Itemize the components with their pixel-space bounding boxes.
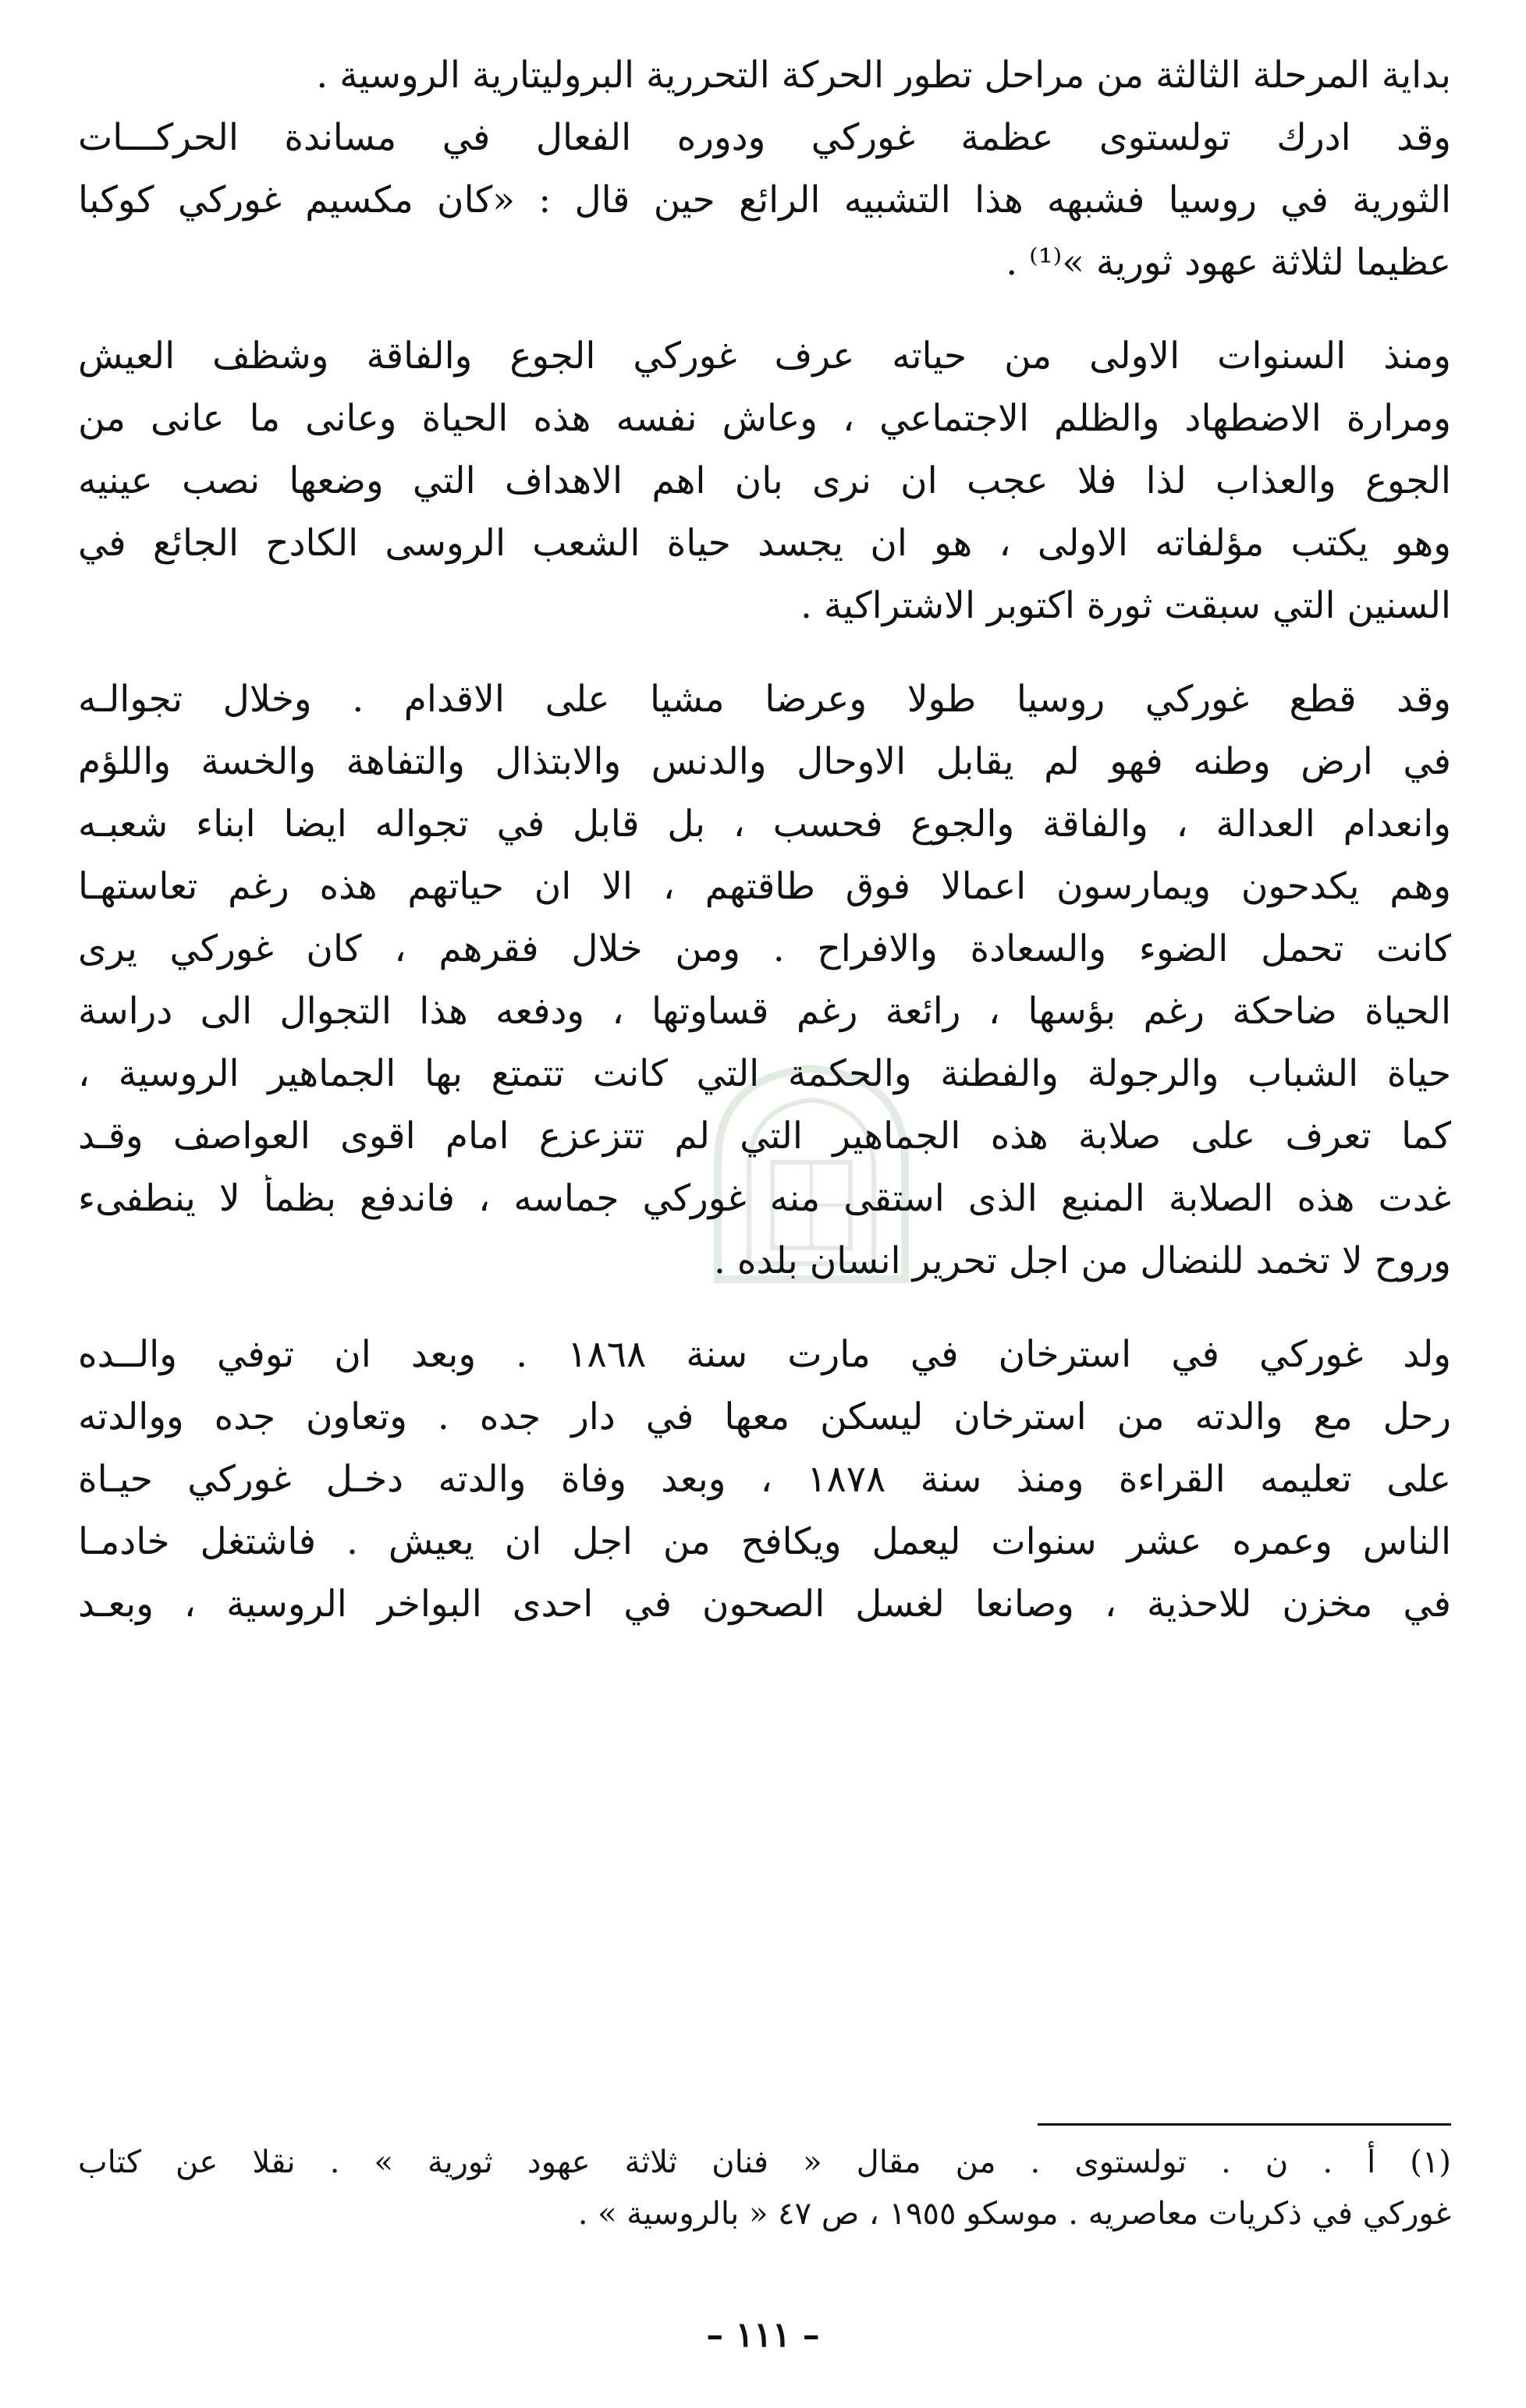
text-line: وانعدام العدالة ، والفاقة والجوع فحسب ، بل قابل في تجواله ايضا ابناء شعبـه	[78, 803, 1451, 846]
text-line: الحياة ضاحكة رغم بؤسها ، رائعة رغم قساوتها ، ودفعه هذا التجوال الى دراسة	[78, 990, 1451, 1033]
text-line: وهو يكتب مؤلفاته الاولى ، هو ان يجسد حياة الشعب الروسى الكادح الجائع في	[78, 522, 1451, 565]
footnote-line: (١) أ . ن . تولستوى . من مقال « فنان ثلاثة عهود ثورية » . نقلا عن كتاب	[78, 2144, 1451, 2180]
text-line: على تعليمه القراءة ومنذ سنة ١٨٧٨ ، وبعد وفاة والدته دخـل غوركي حيـاة	[78, 1458, 1451, 1501]
footnote	[78, 2140, 1451, 2243]
text-line: الجوع والعذاب لذا فلا عجب ان نرى بان اهم الاهداف التي وضعها نصب عينيه	[78, 459, 1451, 502]
text-line: ومنذ السنوات الاولى من حياته عرف غوركي الجوع والفاقة وشظف العيش	[78, 335, 1451, 378]
text-line: وروح لا تخمد للنضال من اجل تحرير انسان بلده .	[713, 1239, 1451, 1282]
text-line: ومرارة الاضطهاد والظلم الاجتماعي ، وعاش نفسه هذه الحياة وعانى ما عانى من	[78, 397, 1451, 440]
paragraph	[78, 1331, 1451, 1643]
footnote-line: غوركي في ذكريات معاصريه . موسكو ١٩٥٥ ، ص ٤٧ « بالروسية » .	[577, 2196, 1451, 2232]
text-line: حياة الشباب والرجولة والفطنة والحكمة التي كانت تتمتع بها الجماهير الروسية ،	[78, 1052, 1451, 1095]
paragraph	[78, 676, 1451, 1300]
main-text	[78, 51, 1451, 1643]
paragraph	[78, 51, 1451, 114]
text-line: وقد قطع غوركي روسيا طولا وعرضا مشيا على الاقدام . وخلال تجوالـه	[78, 678, 1451, 721]
paragraph-gap	[78, 644, 1451, 676]
text-line: كما تعرف على صلابة هذه الجماهير التي لم تتزعزع امام اقوى العواصف وقـد	[78, 1115, 1451, 1158]
paragraph	[78, 114, 1451, 301]
text-line: بداية المرحلة الثالثة من مراحل تطور الحركة التحررية البروليتارية الروسية .	[316, 54, 1451, 97]
text-line: الثورية في روسيا فشبهه هذا التشبيه الرائع حين قال : «كان مكسيم غوركي كوكبا	[78, 179, 1451, 222]
footnote-divider	[1038, 2123, 1451, 2126]
text-line: في مخزن للاحذية ، وصانعا لغسل الصحون في احدى البواخر الروسية ، وبعـد	[78, 1583, 1451, 1626]
text-line: كانت تحمل الضوء والسعادة والافراح . ومن خلال فقرهم ، كان غوركي يرى	[78, 927, 1451, 970]
text-line: السنين التي سبقت ثورة اكتوبر الاشتراكية .	[800, 584, 1451, 627]
paragraph-gap	[78, 301, 1451, 332]
text-line: وهم يكدحون ويمارسون اعمالا فوق طاقتهم ، الا ان حياتهم هذه رغم تعاستهـا	[78, 865, 1451, 908]
page-number: – ١١١ –	[706, 2315, 820, 2355]
text-line: عظيما لثلاثة عهود ثورية »⁽¹⁾ .	[1006, 241, 1451, 284]
paragraph	[78, 332, 1451, 644]
paragraph-gap	[78, 1300, 1451, 1331]
text-line: وقد ادرك تولستوى عظمة غوركي ودوره الفعال في مساندة الحركـــات	[78, 116, 1451, 159]
text-line: رحل مع والدته من استرخان ليسكن معها في دار جده . وتعاون جده ووالدته	[78, 1396, 1451, 1438]
text-line: ولد غوركي في استرخان في مارت سنة ١٨٦٨ . وبعد ان توفي والــده	[78, 1333, 1451, 1376]
text-line: الناس وعمره عشر سنوات ليعمل ويكافح من اجل ان يعيش . فاشتغل خادمـا	[78, 1520, 1451, 1563]
text-line: غدت هذه الصلابة المنبع الذى استقى منه غوركي جماسه ، فاندفع بظمأ لا ينطفىء	[78, 1177, 1451, 1220]
text-line: في ارض وطنه فهو لم يقابل الاوحال والدنس والابتذال والتفاهة والخسة واللؤم	[78, 740, 1451, 783]
